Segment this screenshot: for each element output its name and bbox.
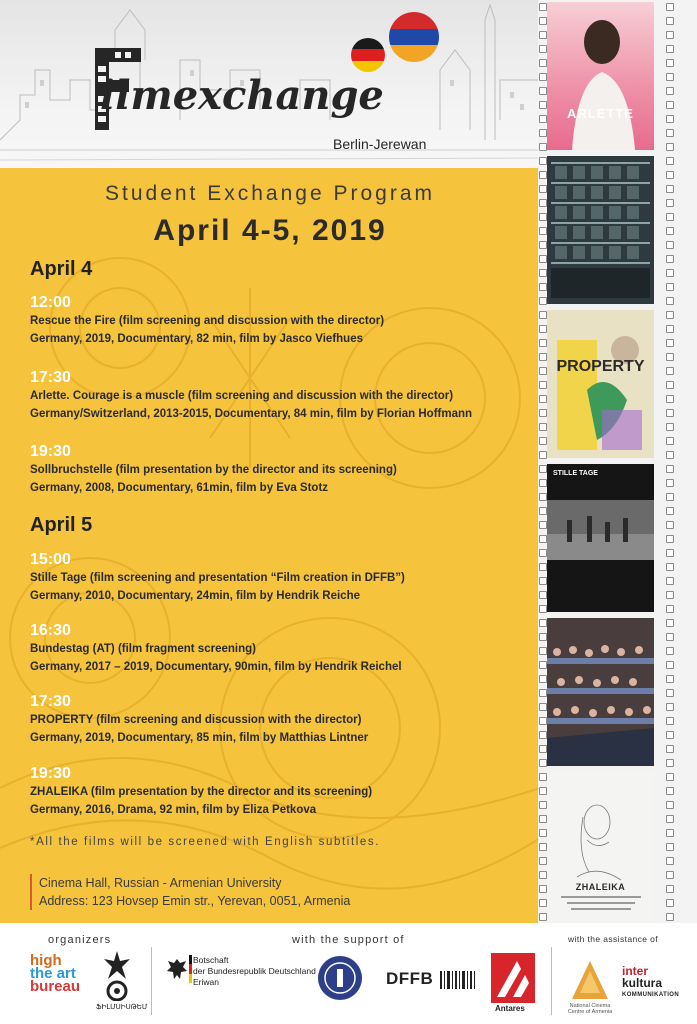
sprocket-hole [666,745,674,753]
sprocket-hole [539,423,547,431]
sprocket-hole [539,913,547,921]
sprocket-hole [539,73,547,81]
sprocket-hole [666,633,674,641]
sprocket-hole [666,913,674,921]
sprocket-hole [539,255,547,263]
sprocket-hole [666,871,674,879]
sprocket-hole [666,339,674,347]
sprocket-hole [666,269,674,277]
antares-caption: Antares [495,1004,525,1013]
hab-line-1: high [30,952,62,969]
day-heading-april-4: April 4 [30,258,93,280]
sprocket-hole [539,857,547,865]
poster-sollbruchstelle [547,156,654,304]
sprocket-hole [666,843,674,851]
sprocket-hole [666,381,674,389]
event-title: Sollbruchstelle (film presentation by the director and its screening) [30,464,397,476]
day-heading-april-5: April 5 [30,514,93,536]
sprocket-hole [539,311,547,319]
sprocket-hole [539,759,547,767]
sprocket-hole [539,3,547,11]
event-title: PROPERTY (film screening and discussion with the director) [30,714,362,726]
event-title: Rescue the Fire (film screening and discussion with the director) [30,315,385,327]
event-1-1 [30,621,535,676]
poster-property-caption: PROPERTY [556,358,645,375]
sprocket-hole [666,661,674,669]
poster-property [547,310,654,458]
sprocket-hole [666,451,674,459]
poster-arlette-figure [547,2,654,150]
event-details: Germany, 2010, Documentary, 24min, film by Hendrik Reiche [30,590,361,602]
sprocket-hole [666,549,674,557]
event-details: Germany, 2019, Documentary, 85 min, film by Matthias Lintner [30,732,369,744]
sprocket-hole [539,577,547,585]
venue-address: Address: 123 Hovsep Emin str., Yerevan, 0051, Armenia [39,894,351,908]
sprocket-hole [666,591,674,599]
event-0-0 [30,293,535,348]
sprocket-hole [666,101,674,109]
ik-line-2: kultura [622,976,663,990]
national-cinema-centre-logo-icon [570,959,610,1001]
sprocket-hole [666,563,674,571]
sprocket-hole [666,73,674,81]
sprocket-hole [539,535,547,543]
event-time: 19:30 [30,443,71,460]
sprocket-hole [539,815,547,823]
sprocket-hole [539,591,547,599]
sprocket-hole [666,45,674,53]
sprocket-hole [539,801,547,809]
dffb-logo: DFFB [386,969,434,988]
sprocket-hole [666,815,674,823]
footer-divider [151,947,152,1015]
sprocket-hole [666,3,674,11]
sprocket-hole [539,87,547,95]
sprocket-hole [539,339,547,347]
organizers-label: organizers [48,934,112,946]
sprocket-hole [666,115,674,123]
logo-subtitle: Berlin-Jerewan [333,136,427,152]
poster-bundestag [547,618,654,766]
rau-logo-icon [317,955,363,1001]
sprocket-hole [666,885,674,893]
sprocket-hole [666,241,674,249]
national-cinema-centre-caption: National Cinema Centre of Armenia [567,1003,613,1015]
event-details: Germany, 2019, Documentary, 82 min, film by Jasco Viefhues [30,333,364,345]
sprocket-hole [539,689,547,697]
event-time: 17:30 [30,369,71,386]
poster-building-facade [547,156,654,304]
event-title: Bundestag (AT) (film fragment screening) [30,643,256,655]
hab-line-2: the art [30,965,76,982]
event-details: Germany, 2016, Drama, 92 min, film by Eliza Petkova [30,804,317,816]
high-the-art-bureau-logo [30,954,80,993]
sprocket-hole [666,31,674,39]
sprocket-hole [666,171,674,179]
sprocket-hole [539,773,547,781]
embassy-flag-bar [189,955,192,983]
sprocket-hole [539,661,547,669]
sprocket-hole [539,437,547,445]
sprocket-hole [539,871,547,879]
sprocket-hole [666,143,674,151]
sprocket-hole [539,633,547,641]
sprocket-hole [539,507,547,515]
sprocket-hole [666,185,674,193]
sprocket-hole [539,227,547,235]
sprocket-hole [666,157,674,165]
sprocket-hole [539,675,547,683]
sprocket-hole [539,703,547,711]
sprocket-hole [666,325,674,333]
event-details: Germany, 2008, Documentary, 61min, film by Eva Stotz [30,482,329,494]
footer-divider [551,947,552,1015]
event-title: Arlette. Courage is a muscle (film screening and discussion with the director) [30,390,454,402]
sprocket-hole [666,353,674,361]
sprocket-hole [666,479,674,487]
poster-zhaleika-sketch [547,772,654,922]
sprocket-hole [666,87,674,95]
armenia-flag-icon [389,12,439,62]
event-details: Germany/Switzerland, 2013-2015, Documentary, 84 min, film by Florian Hoffmann [30,408,473,420]
sprocket-hole [666,409,674,417]
sprocket-hole [539,213,547,221]
sprocket-hole [539,171,547,179]
event-title: Stille Tage (film screening and presentation “Film creation in DFFB”) [30,572,405,584]
sprocket-hole [539,899,547,907]
sprocket-hole [539,31,547,39]
sprocket-hole [539,157,547,165]
sprocket-hole [539,395,547,403]
sprocket-hole [539,17,547,25]
sprocket-hole [539,787,547,795]
sprocket-hole [539,409,547,417]
sprocket-hole [539,269,547,277]
sprocket-hole [539,325,547,333]
poster-street-photo [547,464,654,612]
sprocket-hole [539,843,547,851]
sprocket-hole [539,185,547,193]
hab-line-3: bureau [30,978,81,995]
sprocket-hole [539,549,547,557]
sprocket-hole [539,885,547,893]
sprocket-hole [666,759,674,767]
dffb-barcode-icon [440,971,476,989]
sprocket-hole [666,17,674,25]
poster-stille-tage [547,464,654,612]
sprocket-hole [539,479,547,487]
poster-parliament-photo [547,618,654,766]
sprocket-hole [666,297,674,305]
sprocket-hole [666,367,674,375]
sprocket-hole [666,493,674,501]
sprocket-hole [539,647,547,655]
sprocket-hole [666,129,674,137]
sprocket-hole [539,493,547,501]
german-eagle-icon [166,957,188,983]
sprocket-hole [539,745,547,753]
sprocket-hole [539,297,547,305]
sprocket-hole [539,381,547,389]
event-time: 16:30 [30,622,71,639]
sprocket-hole [666,717,674,725]
sprocket-hole [666,213,674,221]
sprocket-hole [666,647,674,655]
sprocket-hole [539,45,547,53]
sprocket-hole [539,367,547,375]
ik-line-3: KOMMUNIKATION [622,992,680,998]
sprocket-hole [666,577,674,585]
program-title: Student Exchange Program [105,182,435,205]
sprocket-hole [666,899,674,907]
sprocket-hole [539,353,547,361]
sprocket-hole [666,857,674,865]
embassy-line-3: Eriwan [193,977,219,987]
event-time: 17:30 [30,693,71,710]
sprocket-hole [539,465,547,473]
film-sprocket-holes-right [665,0,675,923]
sprocket-hole [539,619,547,627]
sprocket-hole [666,605,674,613]
embassy-line-2: der Bundesrepublik Deutschland [193,966,316,976]
germany-flag-icon [351,38,385,72]
event-1-0 [30,550,535,605]
sprocket-hole [666,395,674,403]
sprocket-hole [539,143,547,151]
poster-arlette-caption: ARLETTE [567,106,634,121]
sprocket-hole [666,773,674,781]
event-time: 19:30 [30,765,71,782]
event-0-2 [30,442,535,497]
sprocket-hole [666,787,674,795]
poster-arlette [547,2,654,150]
program-section [0,168,540,923]
assistance-label: with the assistance of [568,934,659,944]
poster-zhaleika-caption: ZHALEIKA [575,882,626,892]
sprocket-hole [666,199,674,207]
sprocket-hole [666,829,674,837]
sprocket-hole [666,731,674,739]
sprocket-hole [666,437,674,445]
sprocket-hole [666,311,674,319]
subtitles-note: *All the films will be screened with English subtitles. [30,836,381,848]
poster-zhaleika [547,772,654,922]
event-details: Germany, 2017 – 2019, Documentary, 90min, film by Hendrik Reichel [30,661,402,673]
sprocket-hole [539,241,547,249]
program-dates: April 4-5, 2019 [153,214,387,247]
sprocket-hole [666,227,674,235]
sprocket-hole [666,619,674,627]
embassy-logo-text [193,955,316,988]
sprocket-hole [666,521,674,529]
sprocket-hole [539,451,547,459]
sprocket-hole [539,115,547,123]
sprocket-hole [539,59,547,67]
poster-stille-tage-caption: STILLE TAGE [553,470,598,477]
sprocket-hole [539,521,547,529]
sprocket-hole [666,689,674,697]
filmsystem-logo-icon [100,949,134,1001]
poster-property-art [547,310,654,458]
sprocket-hole [539,731,547,739]
sprocket-hole [666,675,674,683]
event-title: ZHALEIKA (film presentation by the director and its screening) [30,786,373,798]
sprocket-hole [539,199,547,207]
sprocket-hole [539,563,547,571]
support-label: with the support of [292,934,405,946]
event-time: 15:00 [30,551,71,568]
antares-logo-icon [491,953,535,1003]
sprocket-hole [539,283,547,291]
sprocket-hole [666,283,674,291]
sprocket-hole [539,605,547,613]
interkultura-logo [622,965,679,1001]
filmsystem-caption: ՖԻԼՄՍԻՍԹԵՄ [96,1004,148,1011]
venue-name: Cinema Hall, Russian - Armenian University [39,876,282,890]
sprocket-hole [539,129,547,137]
sprocket-hole [666,535,674,543]
event-0-1 [30,368,535,423]
ik-line-1: inter [622,964,649,978]
event-time: 12:00 [30,294,71,311]
sprocket-hole [666,507,674,515]
embassy-line-1: Botschaft [193,955,229,965]
sprocket-hole [539,717,547,725]
sprocket-hole [666,255,674,263]
sprocket-hole [666,703,674,711]
logo-title: ilmexchange [100,72,384,119]
sprocket-hole [666,465,674,473]
sprocket-hole [666,423,674,431]
event-1-3 [30,764,535,819]
footer [0,923,697,1024]
film-strip [538,0,697,923]
sprocket-hole [539,829,547,837]
sprocket-hole [666,801,674,809]
header [0,0,538,168]
sprocket-hole [666,59,674,67]
sprocket-hole [539,101,547,109]
venue-info [30,874,350,910]
event-1-2 [30,692,535,747]
